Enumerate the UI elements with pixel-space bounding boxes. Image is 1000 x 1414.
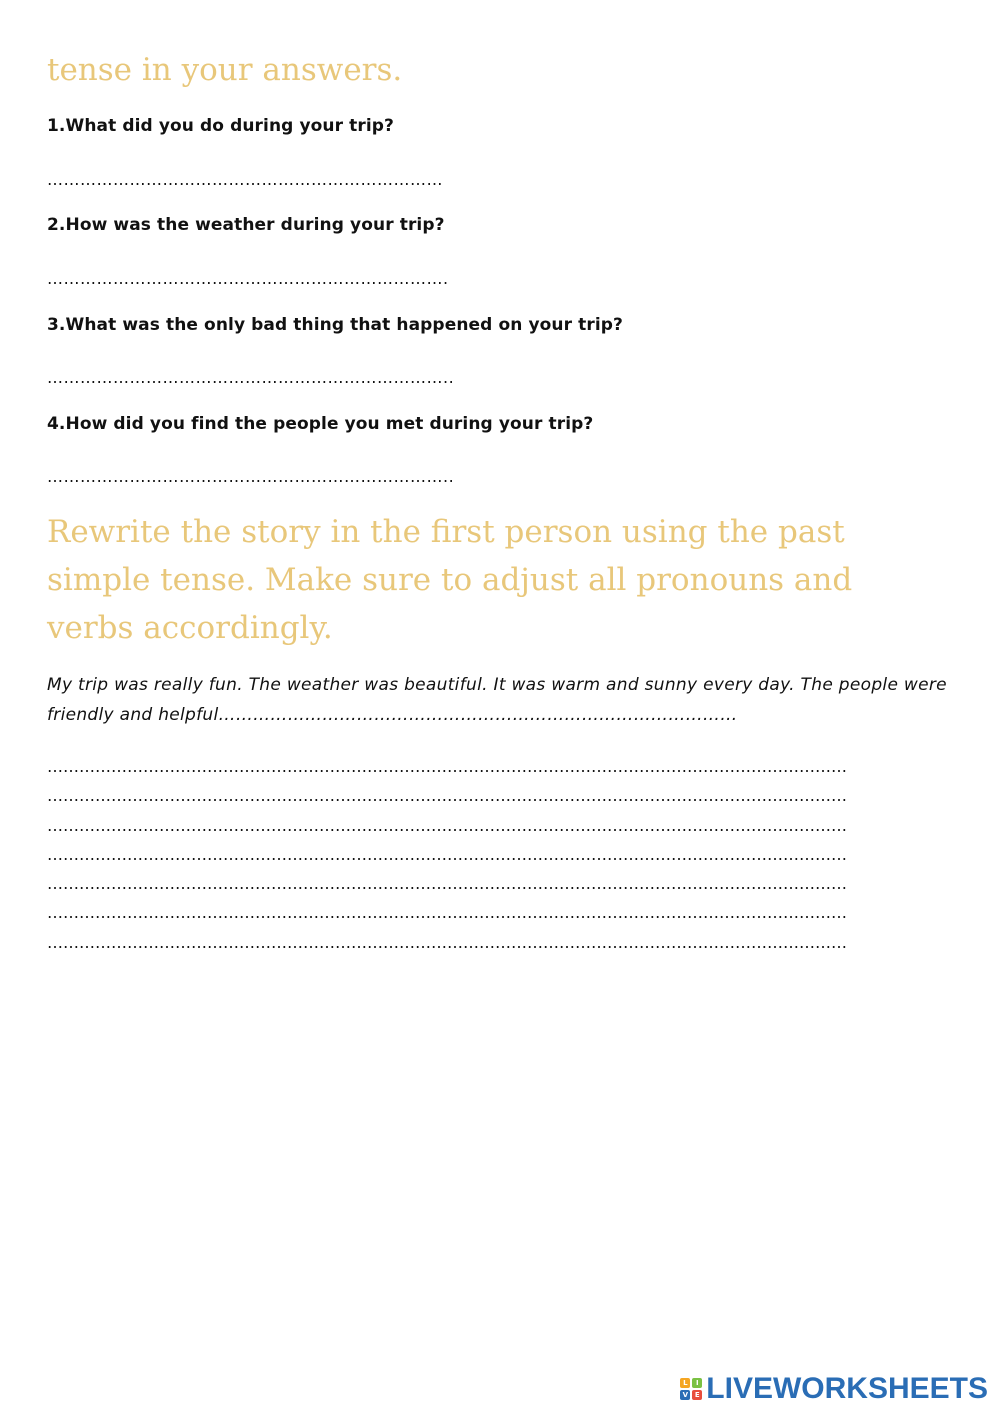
answer-line-2[interactable]: ………………………………………………………………. [47,269,449,288]
logo-text: LIVEWORKSHEETS [706,1372,988,1405]
question-2: 2.How was the weather during your trip? [47,215,445,235]
question-3: 3.What was the only bad thing that happened on your trip? [47,315,623,335]
answer-line-1[interactable]: ……………………………………………………………… [47,170,443,189]
answer-line-4[interactable]: ……………………………………………………………….. [47,467,455,486]
liveworksheets-logo [680,1372,988,1406]
logo-mark-icon [680,1378,702,1400]
story-text: My trip was really fun. The weather was beautiful. It was warm and sunny every day. The people were friendly and helpful……………………………………………………………………………… [47,675,947,725]
writing-area[interactable] [47,752,948,957]
writing-line[interactable]: …………………………………………………………………………………………………………………………………… [47,874,847,894]
logo-letter: E [692,1390,702,1400]
question-1: 1.What did you do during your trip? [47,116,394,136]
writing-line[interactable]: …………………………………………………………………………………………………………………………………… [47,815,847,835]
writing-line[interactable]: …………………………………………………………………………………………………………………………………… [47,932,847,952]
answer-line-3[interactable]: ……………………………………………………………….. [47,368,455,387]
question-4: 4.How did you find the people you met during your trip? [47,414,594,434]
logo-letter: L [680,1378,690,1388]
writing-line[interactable]: …………………………………………………………………………………………………………………………………… [47,786,847,806]
logo-letter: I [692,1378,702,1388]
section-heading-rewrite: Rewrite the story in the first person using the past simple tense. Make sure to adjust all pronouns and verbs accordingly. [47,514,853,646]
writing-line[interactable]: …………………………………………………………………………………………………………………………………… [47,903,847,923]
writing-line[interactable]: …………………………………………………………………………………………………………………………………… [47,844,847,864]
writing-line[interactable]: …………………………………………………………………………………………………………………………………… [47,757,847,776]
section-heading-top: tense in your answers. [47,52,403,88]
logo-letter: V [680,1390,690,1400]
